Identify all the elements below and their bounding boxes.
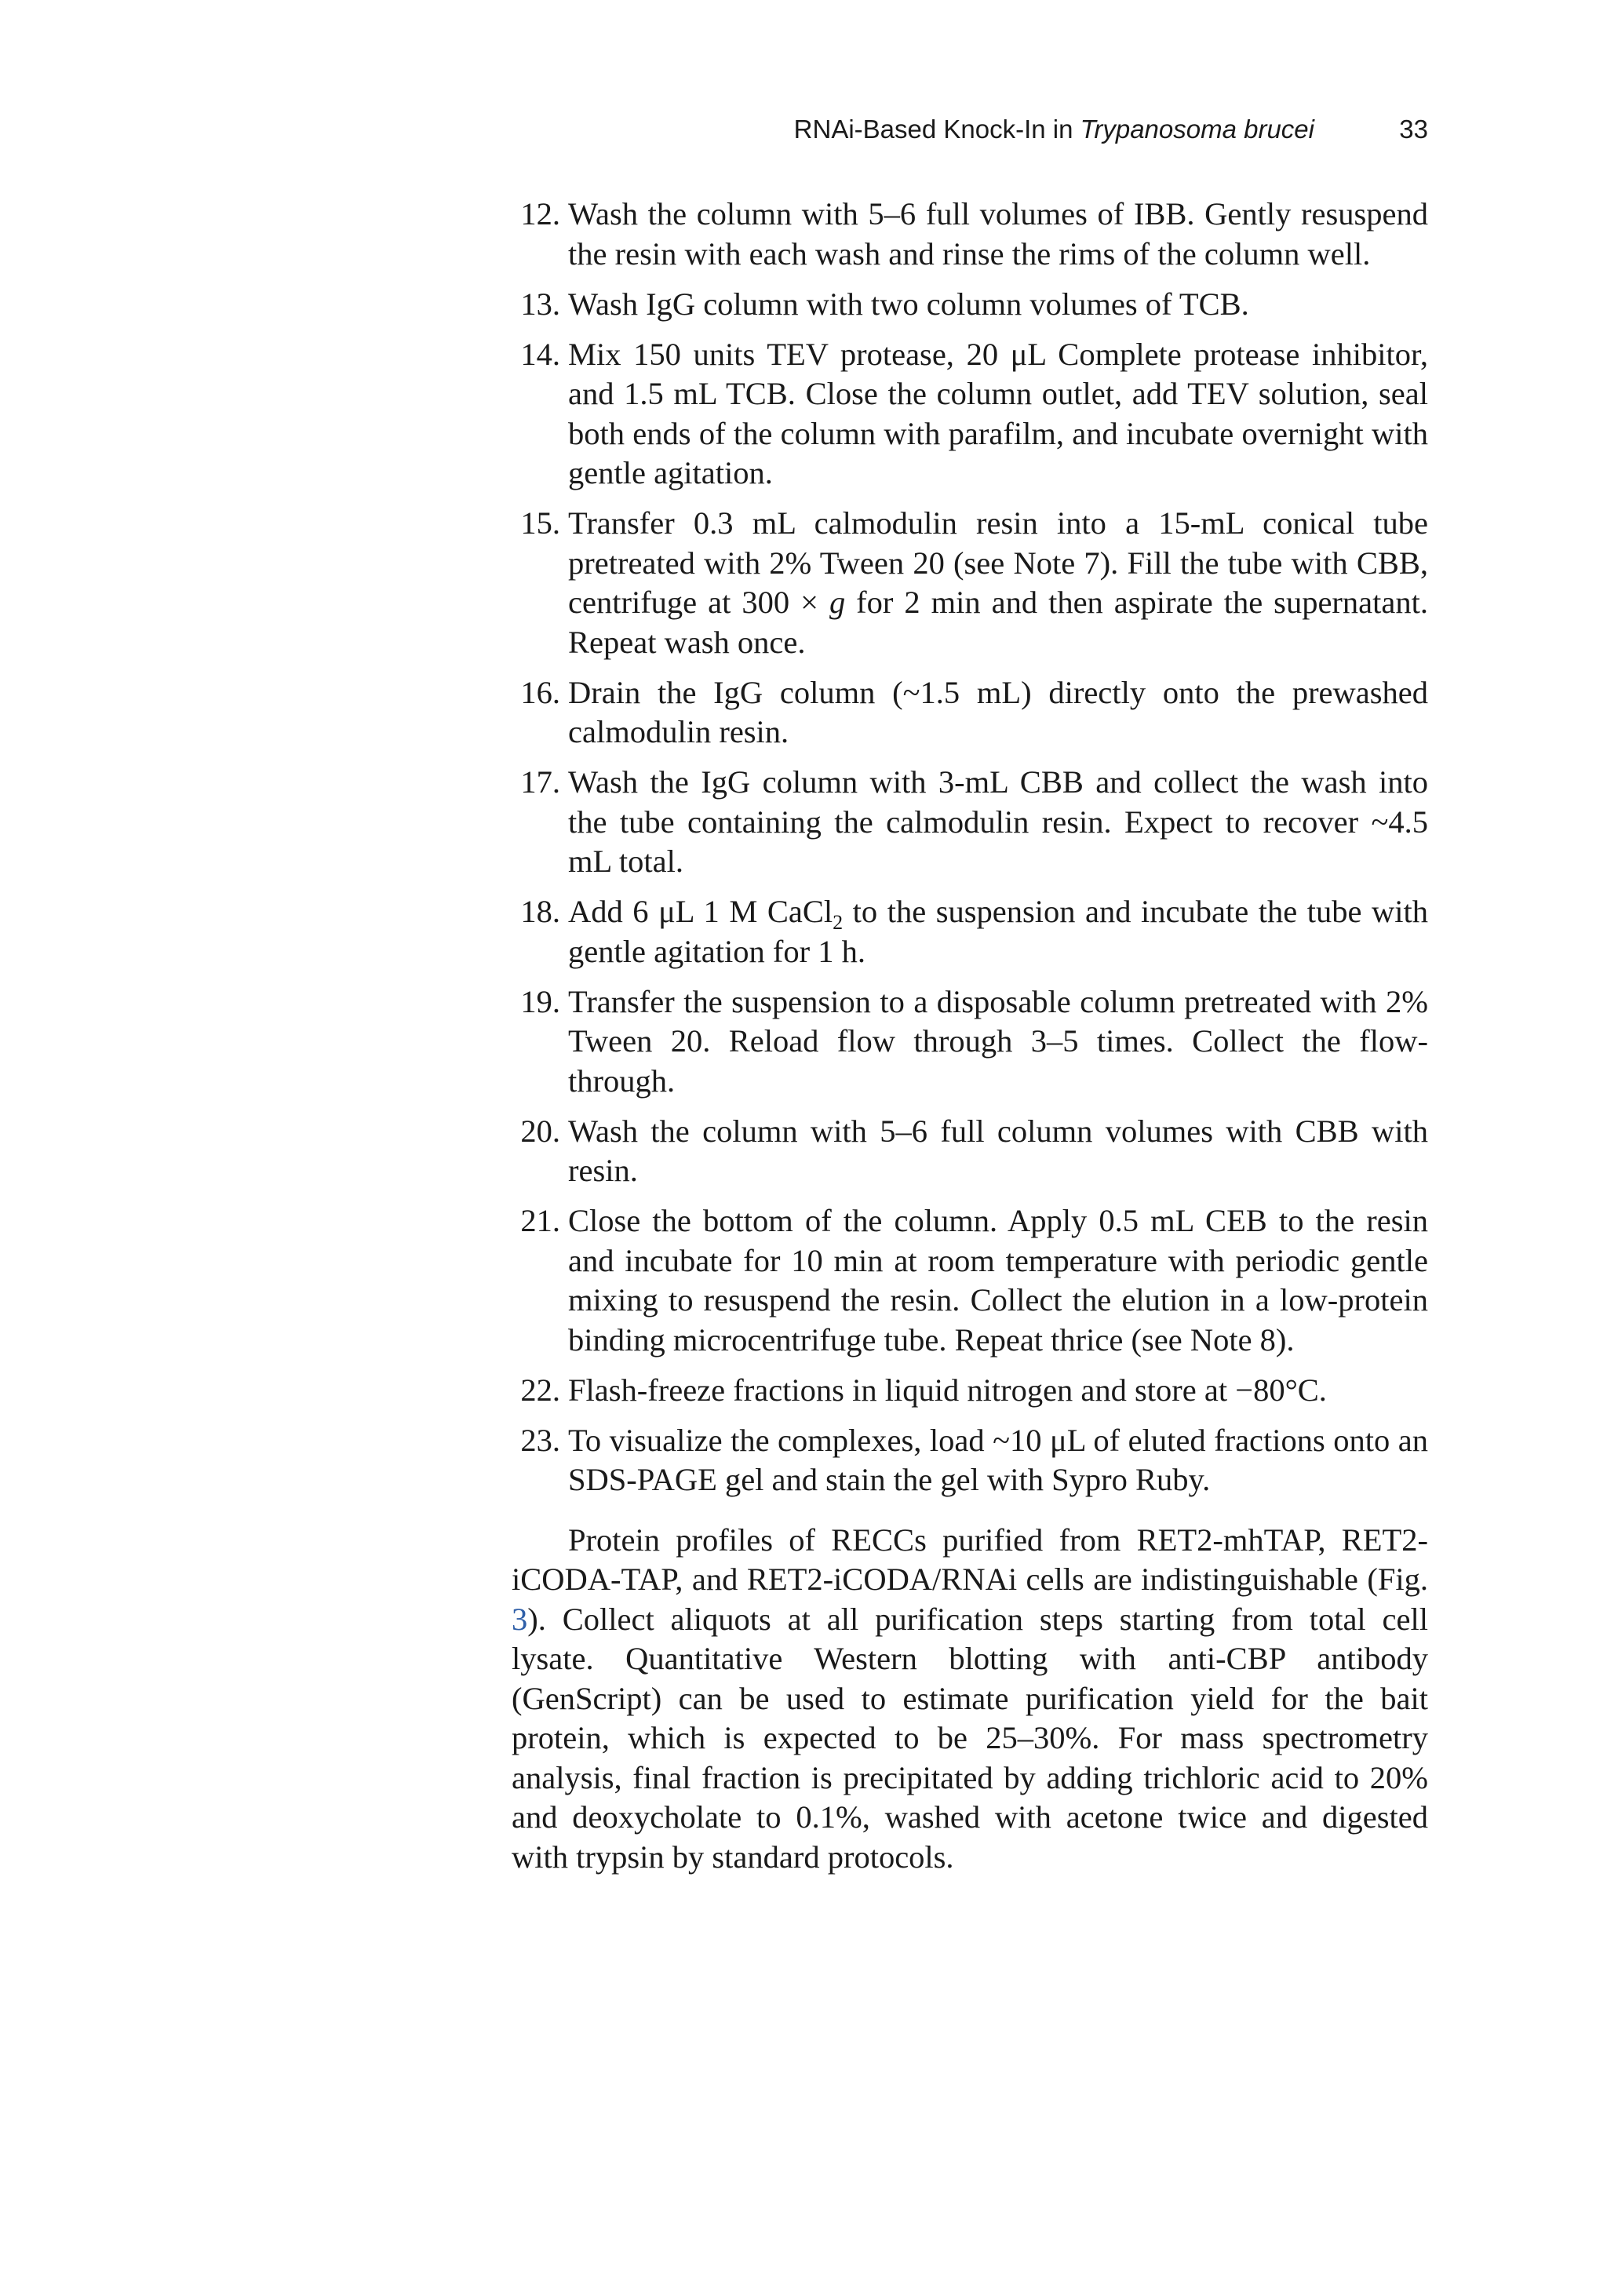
step-number: 16. [520,674,560,710]
running-head [502,110,1428,149]
step-number: 14. [520,336,560,372]
step-number: 22. [520,1372,560,1408]
step-text-a: Transfer 0.3 mL calmodulin resin into a 15-mL conical tube pretreated with 2% Tween 20 (see Note 7). Fill the tube with CBB, centrifuge at 300 × [568,505,1428,620]
step-17 [512,763,1428,882]
paragraph-text-a: Protein profiles of RECCs purified from RET2-mhTAP, RET2-iCODA-TAP, and RET2-iCODA/RNAi cells are indistinguishable (Fig. [512,1522,1428,1597]
step-text: Mix 150 units TEV protease, 20 μL Complete protease inhibitor, and 1.5 mL TCB. Close the column outlet, add TEV solution, seal both ends of the column with parafilm, and incubate overnight with gentle agitation. [568,336,1428,490]
running-head-title-prefix: RNAi-Based Knock-In in [793,115,1080,144]
step-number: 21. [520,1203,560,1238]
running-head-title [794,110,1314,149]
step-text: Transfer the suspension to a disposable column pretreated with 2% Tween 20. Reload flow through 3–5 times. Collect the flow-through. [568,983,1428,1099]
step-text: To visualize the complexes, load ~10 μL of eluted fractions onto an SDS-PAGE gel and stain the gel with Sypro Ruby. [568,1422,1428,1497]
page-number: 33 [1399,115,1428,144]
step-text: Close the bottom of the column. Apply 0.5 mL CEB to the resin and incubate for 10 min at room temperature with periodic gentle mixing to resuspend the resin. Collect the elution in a low-protein binding microcentrifuge tube. Repeat thrice (see Note 8). [568,1203,1428,1358]
paragraph-text-b: ). Collect aliquots at all purification steps starting from total cell lysate. Quantitative Western blotting with anti-CBP antibody (GenScript) can be used to estimate purification yield for the bait protein, which is expected to be 25–30%. For mass spectrometry analysis, final fraction is precipitated by adding trichloric acid to 20% and deoxycholate to 0.1%, washed with acetone twice and digested with trypsin by standard protocols. [512,1601,1428,1875]
step-19 [512,982,1428,1102]
step-20 [512,1112,1428,1191]
step-14 [512,335,1428,494]
protocol-steps-list [512,195,1428,1500]
running-head-title-italic: Trypanosoma brucei [1080,115,1314,144]
step-text: Drain the IgG column (~1.5 mL) directly onto the prewashed calmodulin resin. [568,674,1428,749]
step-18 [512,892,1428,971]
step-12 [512,195,1428,274]
step-text-a: Add 6 μL 1 M CaCl [568,894,833,929]
step-number: 12. [520,196,560,231]
step-number: 18. [520,894,560,929]
step-15 [512,504,1428,662]
step-13 [512,285,1428,325]
step-number: 23. [520,1422,560,1458]
step-number: 20. [520,1113,560,1149]
step-text: Wash IgG column with two column volumes of TCB. [568,286,1249,322]
step-text-b: to the suspension and incubate the tube with gentle agitation for 1 h. [568,894,1428,969]
body-paragraph [512,1521,1428,1878]
page-body [512,195,1428,1877]
step-number: 15. [520,505,560,541]
step-text-b: for 2 min and then aspirate the supernatant. Repeat wash once. [568,585,1428,660]
step-text-subscript: 2 [833,911,844,935]
step-text: Wash the column with 5–6 full column volumes with CBB with resin. [568,1113,1428,1188]
step-16 [512,673,1428,753]
step-number: 17. [520,764,560,800]
step-text: Flash-freeze fractions in liquid nitrogen and store at −80°C. [568,1372,1327,1408]
step-text-italic: g [829,585,846,620]
step-text: Wash the column with 5–6 full volumes of IBB. Gently resuspend the resin with each wash and rinse the rims of the column well. [568,196,1428,272]
step-text: Wash the IgG column with 3-mL CBB and collect the wash into the tube containing the calmodulin resin. Expect to recover ~4.5 mL total. [568,764,1428,879]
step-23 [512,1421,1428,1500]
step-22 [512,1371,1428,1411]
step-number: 13. [520,286,560,322]
step-number: 19. [520,983,560,1019]
figure-reference-link[interactable]: 3 [512,1601,528,1637]
step-21 [512,1201,1428,1360]
